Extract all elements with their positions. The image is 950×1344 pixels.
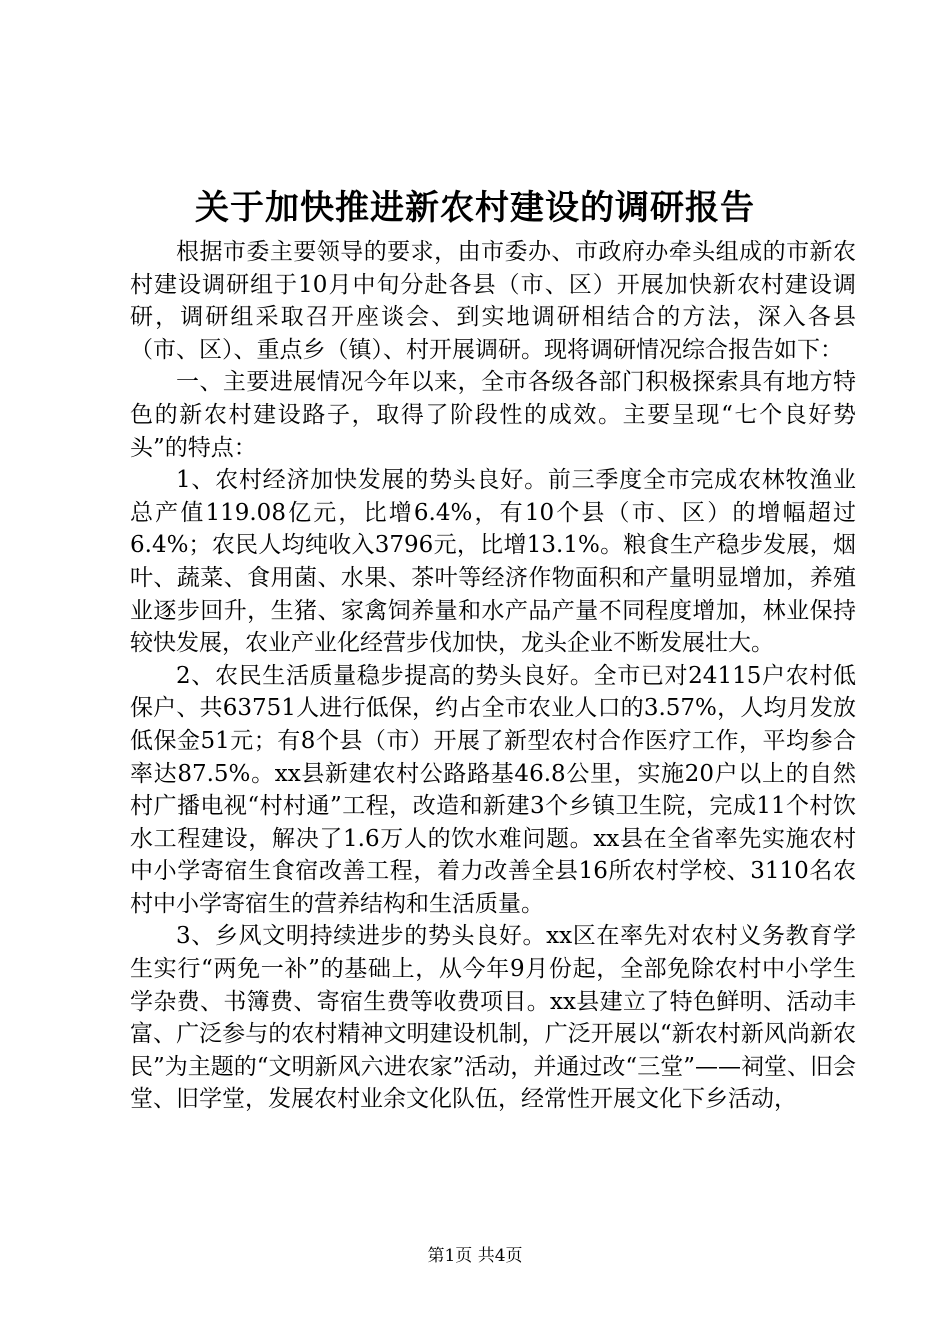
page-number-footer: 第1页 共4页 — [427, 1246, 523, 1266]
paragraph-item-1: 1、农村经济加快发展的势头良好。前三季度全市完成农林牧渔业总产值119.08亿元，比增6.4%，有10个县（市、区）的增幅超过6.4%；农民人均纯收入3796元，比增13.1%。粮食生产稳步发展，烟叶、蔬菜、食用菌、水果、茶叶等经济作物面积和产量明显增加，养殖业逐步回升，生猪、家禽饲养量和水产品产量不同程度增加，林业保持较快发展，农业产业化经营步伐加快，龙头企业不断发展壮大。 — [130, 467, 856, 657]
document-body — [130, 236, 856, 1116]
paragraph-item-2: 2、农民生活质量稳步提高的势头良好。全市已对24115户农村低保户、共63751人进行低保，约占全市农业人口的3.57%，人均月发放低保金51元；有8个县（市）开展了新型农村合作医疗工作，平均参合率达87.5%。xx县新建农村公路路基46.8公里，实施20户以上的自然村广播电视“村村通”工程，改造和新建3个乡镇卫生院，完成11个村饮水工程建设，解决了1.6万人的饮水难问题。xx县在全省率先实施农村中小学寄宿生食宿改善工程，着力改善全县16所农村学校、3110名农村中小学寄宿生的营养结构和生活质量。 — [130, 662, 856, 917]
paragraph-intro: 根据市委主要领导的要求，由市委办、市政府办牵头组成的市新农村建设调研组于10月中旬分赴各县（市、区）开展加快新农村建设调研，调研组采取召开座谈会、到实地调研相结合的方法，深入各县（市、区）、重点乡（镇）、村开展调研。现将调研情况综合报告如下： — [130, 239, 856, 363]
document-title: 关于加快推进新农村建设的调研报告 — [195, 188, 755, 228]
paragraph-item-3: 3、乡风文明持续进步的势头良好。xx区在率先对农村义务教育学生实行“两免一补”的基础上，从今年9月份起，全部免除农村中小学生学杂费、书簿费、寄宿生费等收费项目。xx县建立了特色鲜明、活动丰富、广泛参与的农村精神文明建设机制，广泛开展以“新农村新风尚新农民”为主题的“文明新风六进农家”活动，并通过改“三堂”——祠堂、旧会堂、旧学堂，发展农村业余文化队伍，经常性开展文化下乡活动， — [130, 923, 856, 1113]
paragraph-section-1: 一、主要进展情况今年以来，全市各级各部门积极探索具有地方特色的新农村建设路子，取得了阶段性的成效。主要呈现“七个良好势头”的特点： — [130, 369, 856, 461]
